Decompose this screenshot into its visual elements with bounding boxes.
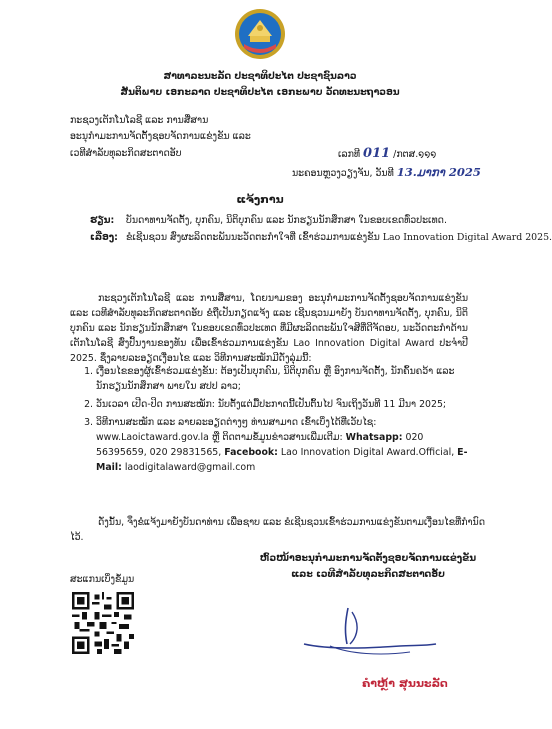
whatsapp-label: Whatsapp: <box>345 432 403 443</box>
to-text: ບັນດາທານຈັດຕັ້ງ, ບຸກຄົນ, ນິຕິບຸກຄົນ ແລະ ນັກຮຽນນັກສຶກສາ ໃນຂອບເຂດທົ່ວປະເທດ. <box>126 215 447 226</box>
date-handwritten: 13.ມາກາ 2025 <box>396 165 481 179</box>
issuer-line-1: ກະຊວງເຕັກໂນໂລຊີ ແລະ ການສື່ສານ <box>70 115 209 126</box>
email-label: E-Mail: <box>96 447 468 473</box>
subject-re <box>90 231 552 245</box>
country-name: ສາທາລະນະລັດ ປະຊາທິປະໄຕ ປະຊາຊົນລາວ <box>163 71 357 82</box>
signatory-title-1: ຫົວໜ້າອະນຸກຳມະການຈັດຕັ້ງຊອບຈັດການແຂ່ງຂັນ <box>259 553 477 564</box>
signatory-name: ຄຳຫຼ້າ ສຸນນະລັດ <box>362 677 448 690</box>
list-item <box>96 415 468 475</box>
place-date <box>292 165 481 181</box>
national-emblem <box>234 6 286 62</box>
list-item-text: ວັນເວລາ ເປີດ-ປິດ ການສະໝັກ: ນັບຕັ້ງແຕ່ມື້ປະກາດນີ້ເປັນຕົ້ນໄປ ຈົນເຖິງວັນທີ 11 ມີນາ 2025; <box>96 399 447 410</box>
conditions-list <box>78 364 468 478</box>
list-item <box>96 364 468 394</box>
reference-suffix: /ກຕສ.໑໑໑ <box>393 149 437 160</box>
qr-code-image[interactable] <box>72 592 134 654</box>
reference-label: ເລກທີ <box>338 149 361 160</box>
re-latin: Lao Innovation Digital Award 2025. <box>382 232 552 243</box>
re-label: ເລື່ອງ: <box>90 232 118 243</box>
qr-label: ສະແກນເບິ່ງຂໍ້ມູນ <box>70 574 135 585</box>
reference-number <box>338 147 436 162</box>
issuer-line-3: ເວທີສໍາລັບທຸລະກິດສະຕາດອັບ <box>70 148 182 159</box>
place-label: ນະຄອນຫຼວງວຽງຈັນ, ວັນທີ <box>292 168 394 179</box>
signatory-title-2: ແລະ ເວທີສໍາລັບທຸລະກິດສະຕາດອັບ <box>291 569 445 580</box>
reference-handwritten: 011 <box>363 146 391 161</box>
to-label: ຮຽນ: <box>90 215 115 226</box>
list-item-text: ວິທີການສະໝັກ ແລະ ລາຍລະອຽດຕ່າງໆ ທ່ານສາມາດ ເຂົ້າເບິ່ງໄດ້ທີ່ເວັບໄຊ: www.Laoictaward.gov.la ຫຼື ຕິດຕາມຂໍ້ມູນຂ່າວສານເພີ່ມເຕີມ: <box>96 417 377 443</box>
document-title: ແຈ້ງການ <box>236 193 284 206</box>
national-motto: ສັນຕິພາບ ເອກະລາດ ປະຊາທິປະໄຕ ເອກະພາບ ວັດທະນະຖາວອນ <box>120 87 400 98</box>
whatsapp-value: 020 56395659, 020 29831565, <box>96 432 424 458</box>
body-paragraph: ກະຊວງເຕັກໂນໂລຊີ ແລະ ການສື່ສານ, ໂດຍນາມຂອງ ອະນຸກຳມະການຈັດຕັ້ງຊອບຈັດການແຂ່ງຂັນ ແລະ ເວທີສໍາລັບທຸລະກິດສະຕາດອັບ ຂໍຖືເປັນກຽດແຈ້ງ ແລະ ເຊີນຊວນມາຍັງ ບັນດາທານຈັດຕັ້ງ, ບຸກຄົນ, ນິຕິບຸກຄົນ ແລະ ນັກຮຽນນັກສຶກສາ ໃນຂອບເຂດທົ່ວປະເທດ ທີ່ມີຜະລິດຕະພັນໃຈສີທີ່ດີຈັດອບ, ນະວັດຕະກໍາດ້ານເຕັກໂນໂລຊີ ສົ່ງປົ້ນງານຂອງທັນ ເພື່ອເຂົ້າຮ່ວມການແຂ່ງຂັນ Lao Innovation Digital Award ປະຈຳປີ 2025. ຊຶ່ງລາຍລະອຽດເງື່ອນໄຂ ແລະ ວິທີການສະໝັກມີດັ່ງລຸ່ມນີ້: <box>70 293 468 364</box>
facebook-label: Facebook: <box>224 447 278 458</box>
list-item <box>96 397 468 412</box>
subject-to <box>90 214 447 228</box>
handwritten-signature <box>300 596 440 666</box>
email-value[interactable]: laodigitalaward@gmail.com <box>124 462 256 473</box>
issuer-line-2: ອະນຸກຳມະການຈັດຕັ້ງຊອບຈັດການແຂ່ງຂັນ ແລະ <box>70 131 251 142</box>
re-text: ຂໍເຊີນຊວນ ສົ່ງຜະລິດຕະພັນນະວັດຕະກໍາໃຈທີ່ ເຂົ້າຮ່ວມການແຂ່ງຂັນ <box>126 232 380 243</box>
closing-paragraph: ດັ່ງນັ້ນ, ຈຶ່ງຂໍແຈ້ງມາຍັງບັນດາທ່ານ ເພື່ອຊາບ ແລະ ຂໍເຊີນຊວນເຂົ້າຮ່ວມການແຂ່ງຂັນຕາມເງື່ອນໄຂທີ່ກໍານົດໄວ້. <box>70 517 486 543</box>
list-item-text: ເງື່ອນໄຂຂອງຜູ້ເຂົ້າຮ່ວມແຂ່ງຂັນ: ຕ້ອງເປັນບຸກຄົນ, ນິຕິບຸກຄົນ ຫຼື ອົງການຈັດຕັ້ງ, ນັກຄົ້ນຄວ້າ ແລະ ນັກຮຽນນັກສຶກສາ ພາຍໃນ ສປປ ລາວ; <box>96 366 455 392</box>
facebook-value[interactable]: Lao Innovation Digital Award.Official, <box>280 447 455 458</box>
